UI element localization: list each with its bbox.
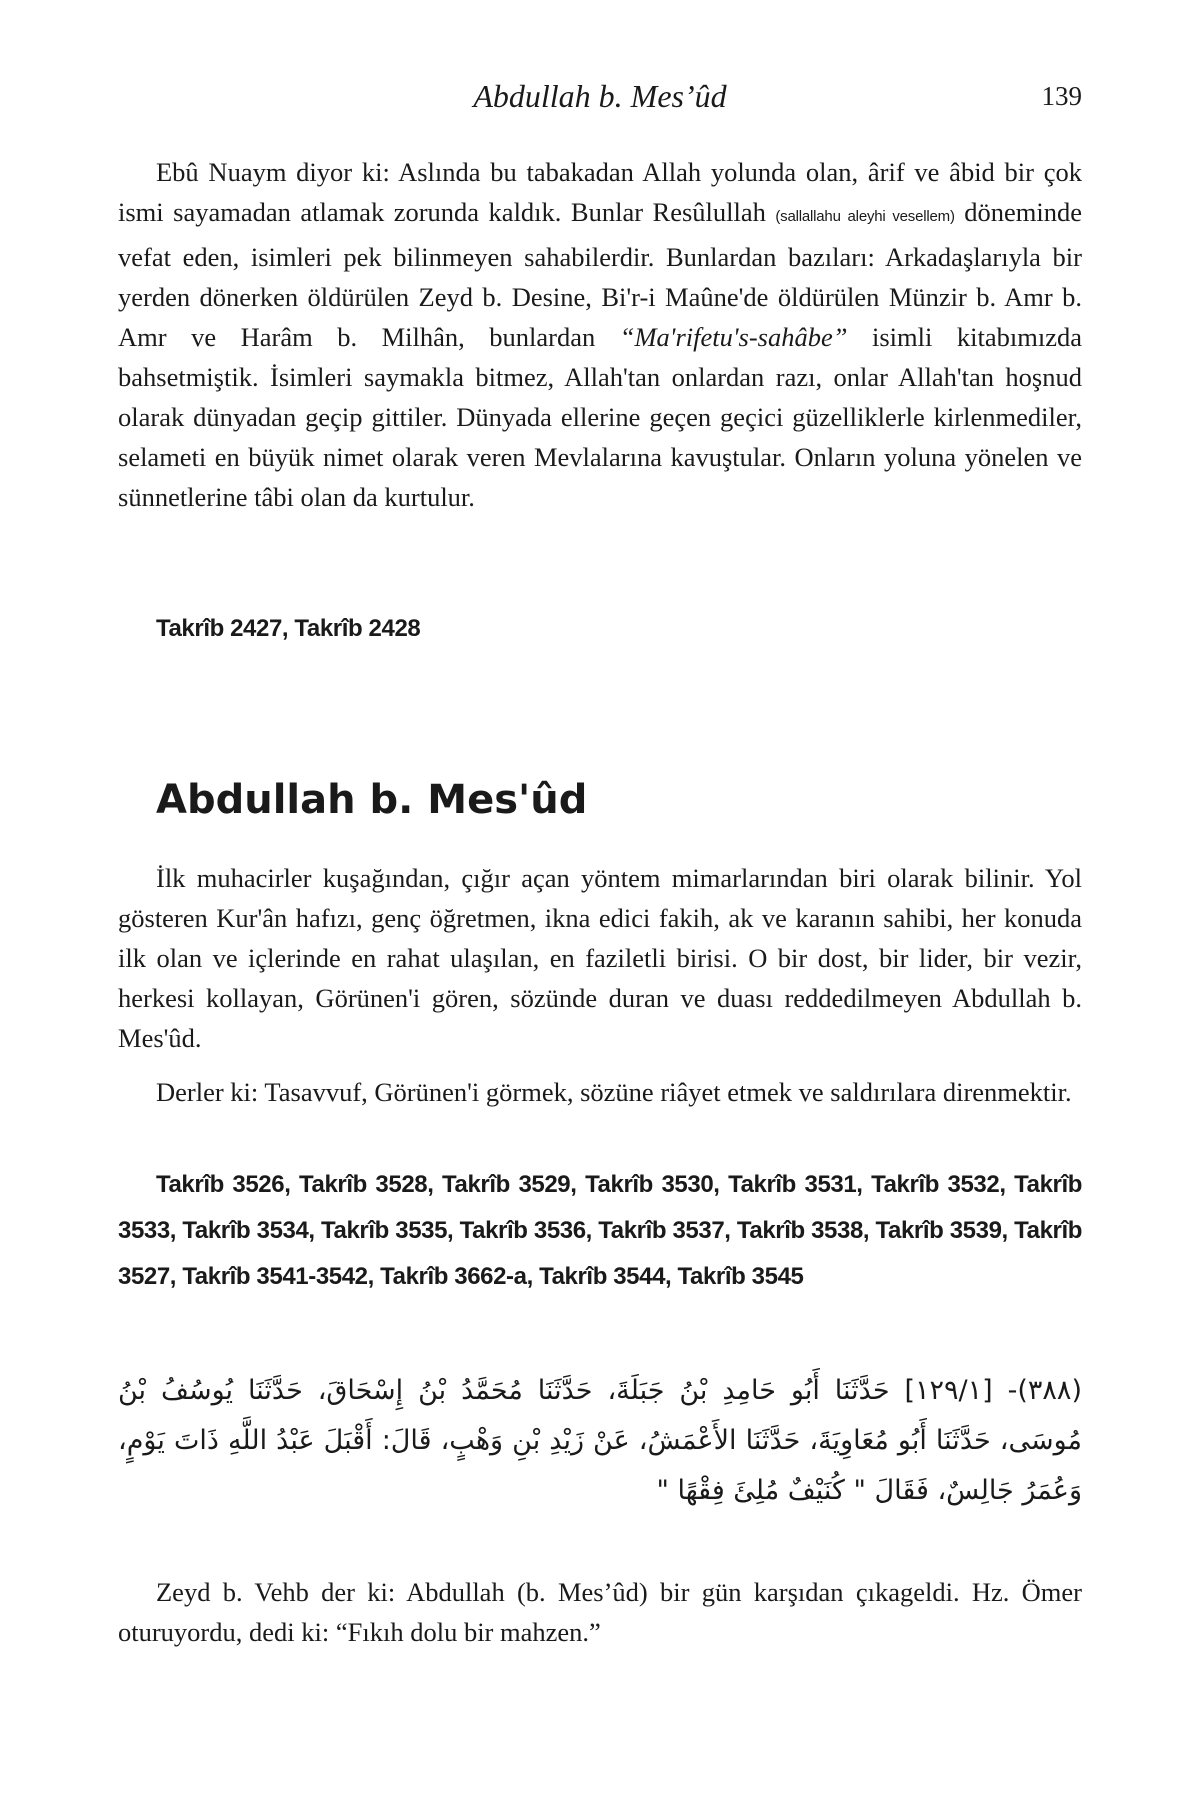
arabic-hadith xyxy=(118,1366,1082,1516)
paragraph-ebu-nuaym xyxy=(118,152,1082,517)
paragraph-introduction: İlk muhacirler kuşağından, çığır açan yöntem mimarlarından biri olarak bilinir. Yol gösteren Kur'ân hafızı, genç öğretmen, ikna edici fakih, ak ve karanın sahibi, her konuda ilk olan ve içlerinde en rahat ulaşılan, en faziletli birisi. O bir dost, bir lider, bir vezir, herkesi kollayan, Görünen'i gören, sözünde duran ve duası reddedilmeyen Abdullah b. Mes'ûd. xyxy=(118,863,1082,1053)
paragraph-text-part: isimli kitabımızda bahsetmiştik. İsimleri saymakla bitmez, Allah'tan onlardan razı, onlar Allah'tan hoşnud olarak dünyadan geçip gittiler. Dünyada ellerine geçen geçici güzelliklerle kirlenmediler, selameti en büyük nimet olarak veren Mevlalarına kavuştular. Onların yoluna yönelen ve sünnetlerine tâbi olan da kurtulur. xyxy=(118,322,1082,512)
paragraph-text-part: döneminde vefat eden, isimleri pek bilinmeyen sahabilerdir. Bunlardan bazıları: Arkadaşlarıyla bir yerden dönerken öldürülen Zeyd b. Desine, Bi'r-i Maûne'de öldürülen Münzir b. Amr b. Amr ve Harâm b. Milhân, bunlardan xyxy=(118,197,1083,352)
book-page xyxy=(118,0,1082,1800)
section-heading: Abdullah b. Mes'ûd xyxy=(156,777,588,823)
paragraph-translation: Zeyd b. Vehb der ki: Abdullah (b. Mes’ûd) bir gün karşıdan çıkageldi. Hz. Ömer oturuyordu, dedi ki: “Fıkıh dolu bir mahzen.” xyxy=(118,1577,1082,1647)
running-title: Abdullah b. Mes’ûd xyxy=(473,78,727,114)
takrib-references-1: Takrîb 2427, Takrîb 2428 xyxy=(156,615,421,642)
book-title: “Ma'rifetu's-sahâbe” xyxy=(619,322,848,352)
running-header xyxy=(118,74,1082,118)
paragraph-tasavvuf: Derler ki: Tasavvuf, Görünen'i görmek, sözüne riâyet etmek ve saldırılara direnmektir. xyxy=(156,1077,1072,1107)
hadith-number: (٣٨٨)- [١٢٩/١] xyxy=(904,1375,1082,1406)
paragraph-text-part: Ebû Nuaym diyor ki: Aslında bu tabakadan Allah yolunda olan, ârif ve âbid bir çok ismi sayamadan atlamak zorunda kaldık. Bunlar Resûlullah xyxy=(118,157,1082,227)
hadith-text: حَدَّثَنَا أَبُو حَامِدِ بْنُ جَبَلَةَ، حَدَّثَنَا مُحَمَّدُ بْنُ إِسْحَاقَ، حَدَّثَنَا يُوسُفُ بْنُ مُوسَى، حَدَّثَنَا أَبُو مُعَاوِيَةَ، حَدَّثَنَا الأَعْمَشُ، عَنْ زَيْدِ بْنِ وَهْبٍ، قَالَ: أَقْبَلَ عَبْدُ اللَّهِ ذَاتَ يَوْمٍ، وَعُمَرُ جَالِسٌ، فَقَالَ " كُنَيْفٌ مُلِئَ فِقْهًا " xyxy=(118,1375,1082,1506)
takrib-references-2: Takrîb 3526, Takrîb 3528, Takrîb 3529, Takrîb 3530, Takrîb 3531, Takrîb 3532, Takrîb 3533, Takrîb 3534, Takrîb 3535, Takrîb 3536, Takrîb 3537, Takrîb 3538, Takrîb 3539, Takrîb 3527, Takrîb 3541-3542, Takrîb 3662-a, Takrîb 3544, Takrîb 3545 xyxy=(118,1171,1082,1290)
honorific-note: (sallallahu aleyhi vesellem) xyxy=(775,208,955,225)
page-number: 139 xyxy=(1041,81,1082,111)
